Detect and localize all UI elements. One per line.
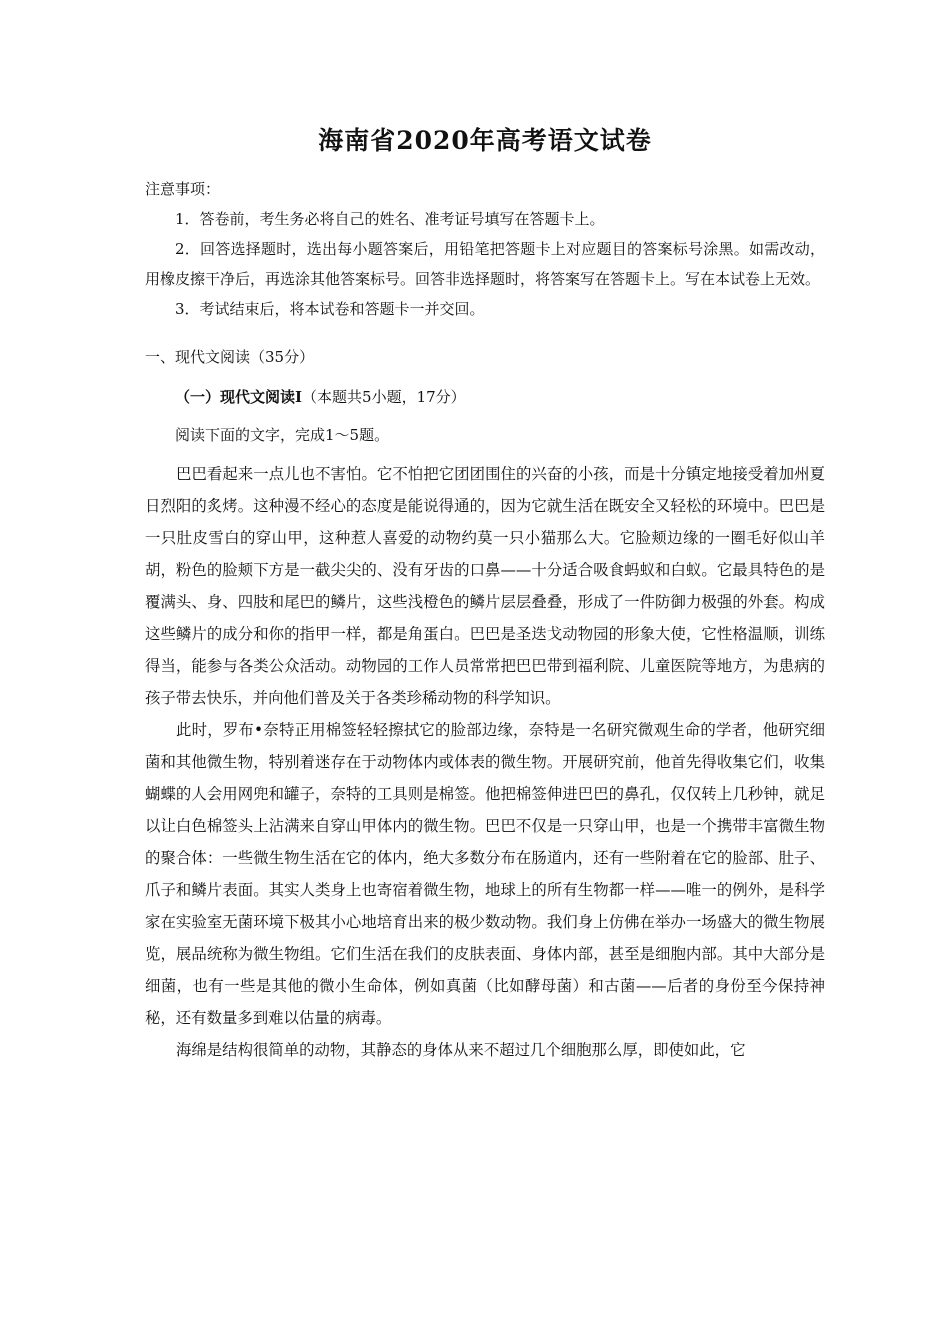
exam-title: 海南省2020年高考语文试卷 xyxy=(318,126,652,155)
reading-instruction: 阅读下面的文字，完成1～5题。 xyxy=(175,426,390,444)
section-modern-reading xyxy=(145,342,825,1066)
passage-paragraph-3: 海绵是结构很简单的动物，其静态的身体从来不超过几个细胞那么厚，即使如此，它 xyxy=(176,1041,746,1059)
subsection-bold-label: （一）现代文阅读Ⅰ xyxy=(175,388,303,406)
passage-paragraph-2: 此时，罗布•奈特正用棉签轻轻擦拭它的脸部边缘，奈特是一名研究微观生命的学者，他研究细菌和其他微生物，特别着迷存在于动物体内或体表的微生物。开展研究前，他首先得收集它们，收集蝴蝶的人会用网兜和罐子，奈特的工具则是棉签。他把棉签伸进巴巴的鼻孔，仅仅转上几秒钟，就足以让白色棉签头上沾满来自穿山甲体内的微生物。巴巴不仅是一只穿山甲，也是一个携带丰富微生物的聚合体：一些微生物生活在它的体内，绝大多数分布在肠道内，还有一些附着在它的脸部、肚子、爪子和鳞片表面。其实人类身上也寄宿着微生物，地球上的所有生物都一样——唯一的例外，是科学家在实验室无菌环境下极其小心地培育出来的极少数动物。我们身上仿佛在举办一场盛大的微生物展览，展品统称为微生物组。它们生活在我们的皮肤表面、身体内部，甚至是细胞内部。其中大部分是细菌，也有一些是其他的微小生命体，例如真菌（比如酵母菌）和古菌——后者的身份至今保持神秘，还有数量多到难以估量的病毒。 xyxy=(145,721,825,1027)
subsection-heading xyxy=(145,382,825,412)
notice-item-1: 1．答卷前，考生务必将自己的姓名、准考证号填写在答题卡上。 xyxy=(175,210,605,228)
exam-page xyxy=(145,122,825,1066)
notice-item-3: 3．考试结束后，将本试卷和答题卡一并交回。 xyxy=(175,300,485,318)
section-heading: 一、现代文阅读（35分） xyxy=(145,348,315,366)
subsection-note: （本题共5小题，17分） xyxy=(302,388,466,406)
notice-block xyxy=(145,174,825,324)
notice-heading: 注意事项： xyxy=(145,180,221,198)
passage-paragraph-1: 巴巴看起来一点儿也不害怕。它不怕把它团团围住的兴奋的小孩，而是十分镇定地接受着加州夏日烈阳的炙烤。这种漫不经心的态度是能说得通的，因为它就生活在既安全又轻松的环境中。巴巴是一只肚皮雪白的穿山甲，这种惹人喜爱的动物约莫一只小猫那么大。它脸颊边缘的一圈毛好似山羊胡，粉色的脸颊下方是一截尖尖的、没有牙齿的口鼻——十分适合吸食蚂蚁和白蚁。它最具特色的是覆满头、身、四肢和尾巴的鳞片，这些浅橙色的鳞片层层叠叠，形成了一件防御力极强的外套。构成这些鳞片的成分和你的指甲一样，都是角蛋白。巴巴是圣迭戈动物园的形象大使，它性格温顺，训练得当，能参与各类公众活动。动物园的工作人员常常把巴巴带到福利院、儿童医院等地方，为患病的孩子带去快乐，并向他们普及关于各类珍稀动物的科学知识。 xyxy=(145,465,825,707)
notice-item-2: 2．回答选择题时，选出每小题答案后，用铅笔把答题卡上对应题目的答案标号涂黑。如需改动，用橡皮擦干净后，再选涂其他答案标号。回答非选择题时，将答案写在答题卡上。写在本试卷上无效。 xyxy=(145,240,825,288)
